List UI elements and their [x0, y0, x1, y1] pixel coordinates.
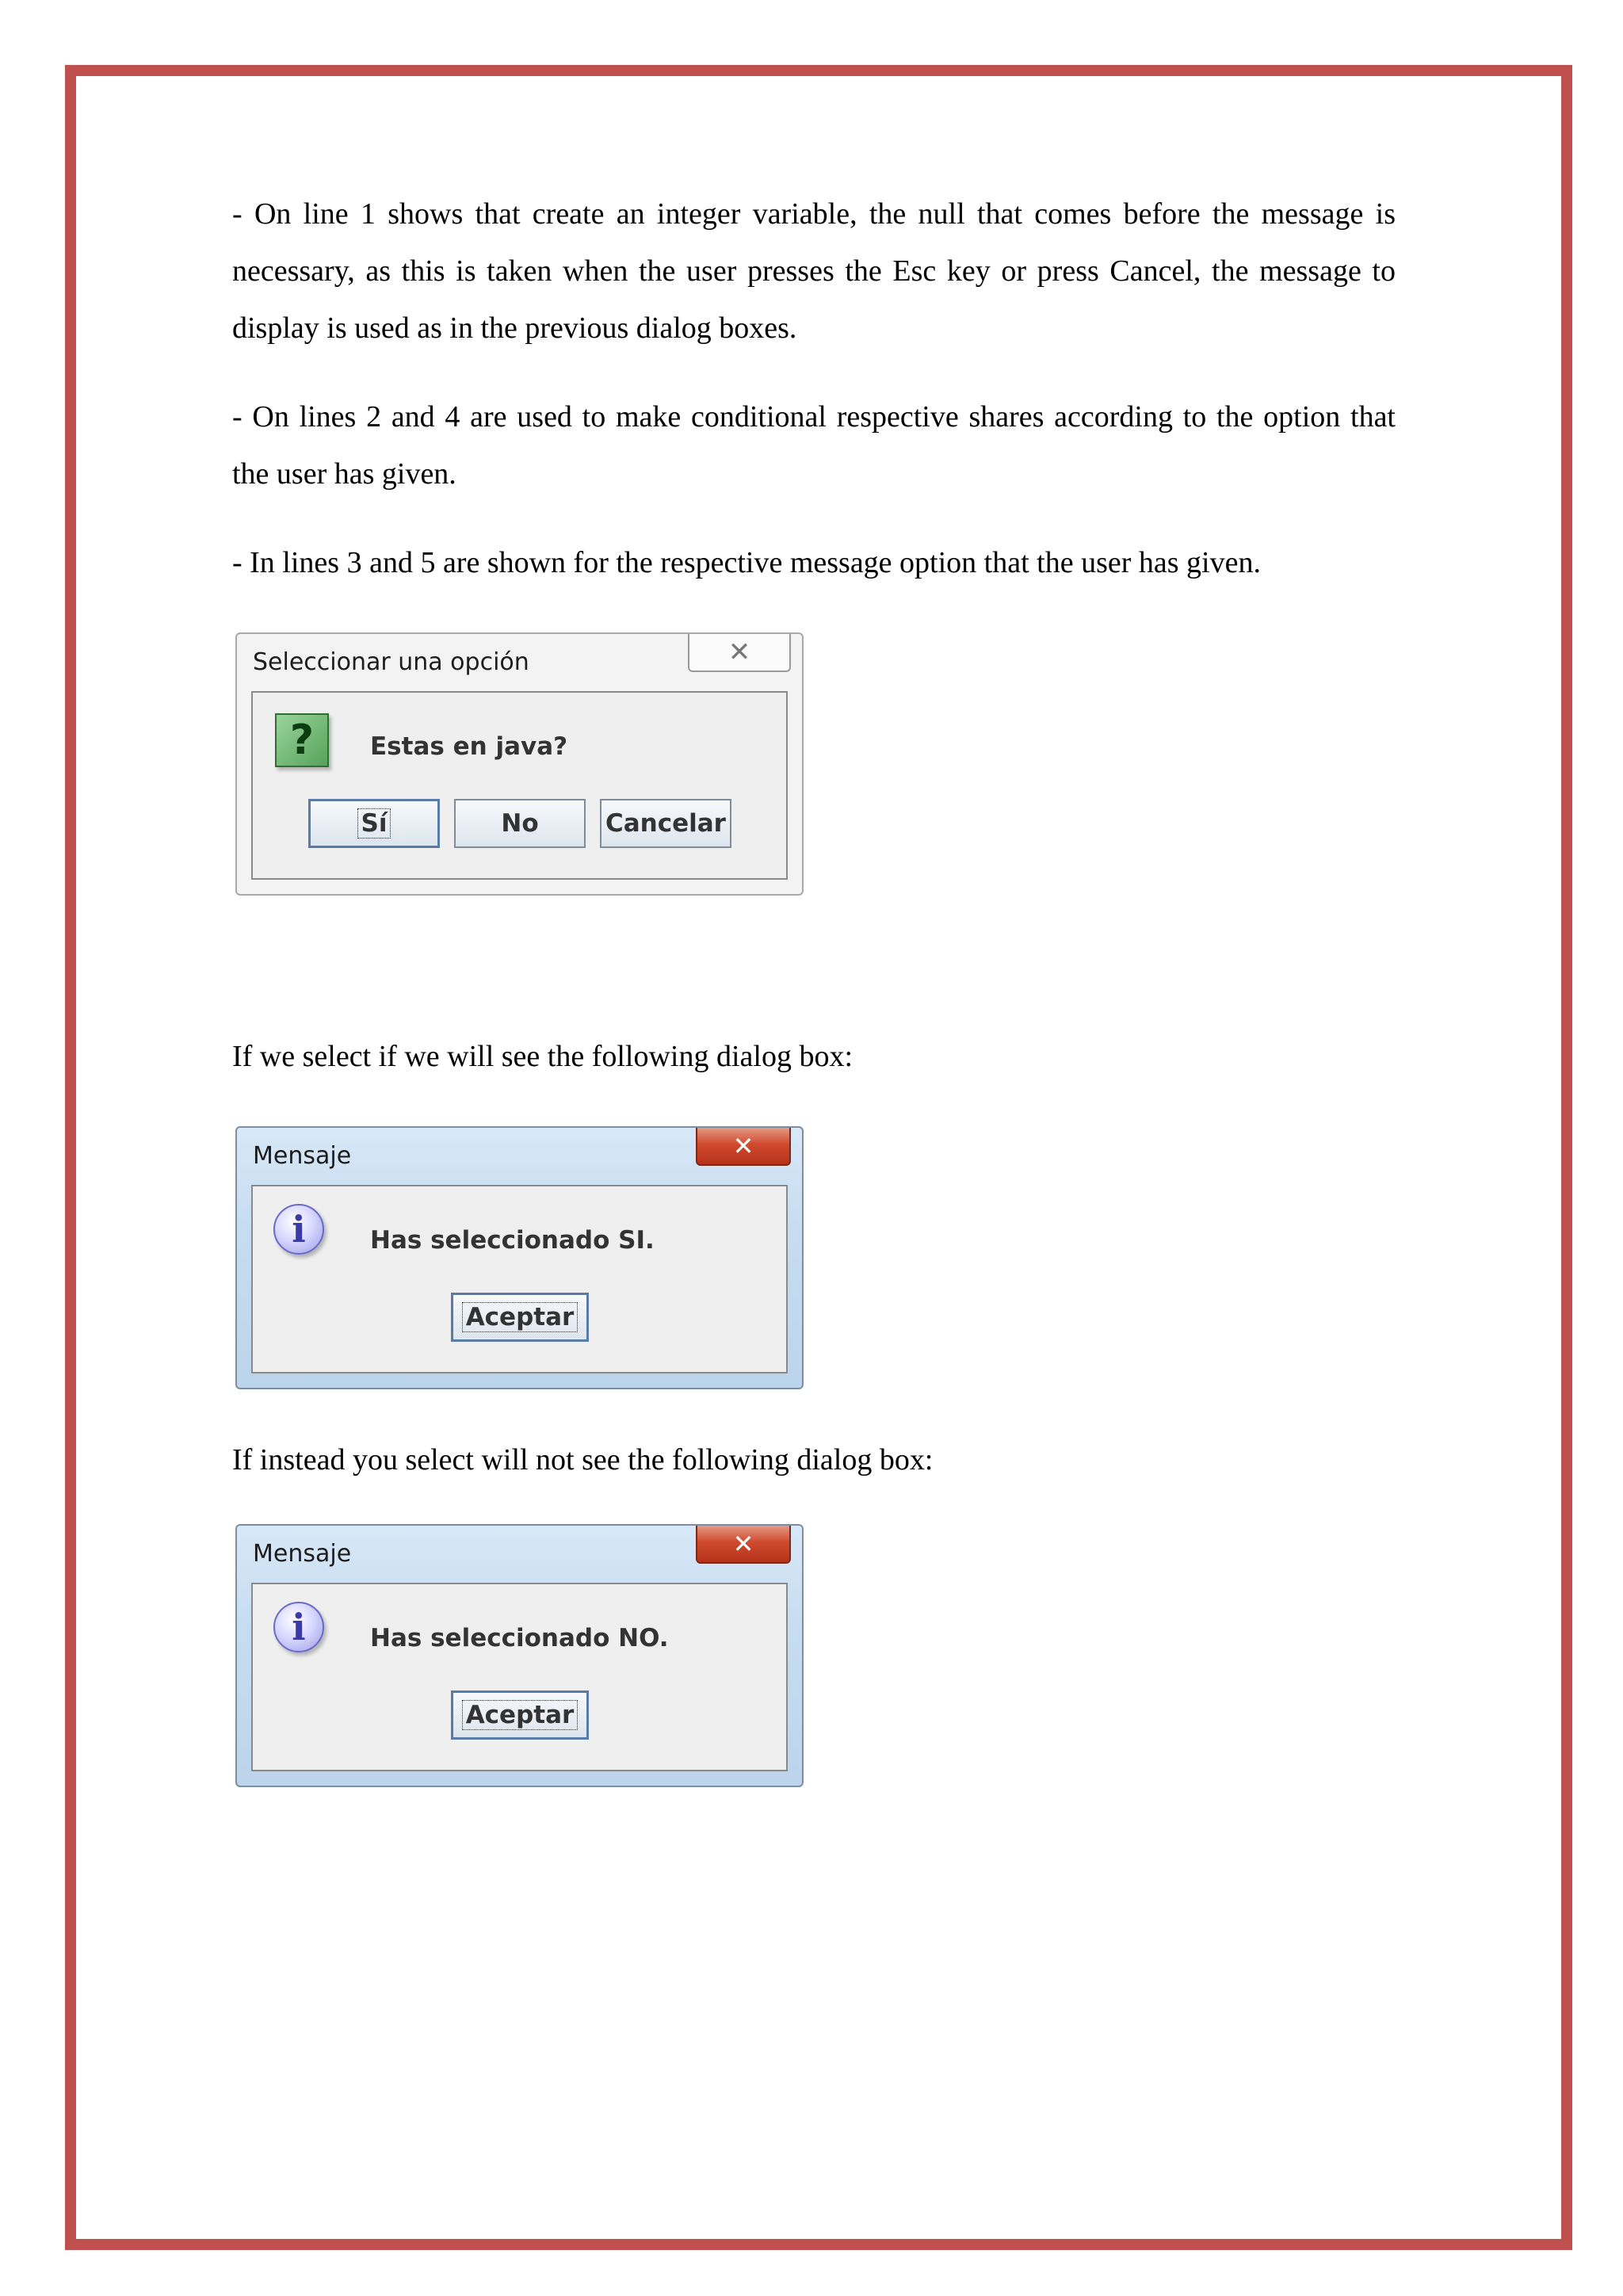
yes-button[interactable]: Sí — [308, 799, 440, 848]
dialog-title: Seleccionar una opción — [253, 648, 529, 676]
info-icon: i — [273, 1204, 324, 1255]
close-icon: ✕ — [732, 1529, 754, 1559]
dialog-message: Estas en java? — [370, 732, 568, 761]
close-button[interactable] — [696, 1526, 791, 1564]
accept-button[interactable]: Aceptar — [451, 1293, 589, 1342]
close-icon: ✕ — [727, 636, 751, 668]
dialog-content — [251, 1583, 788, 1771]
dialog-content — [251, 691, 788, 880]
paragraph-lines-3-5: - In lines 3 and 5 are shown for the respective message option that the user has given. — [232, 546, 1261, 579]
caption-yes: If we select if we will see the following dialog box: — [232, 1040, 854, 1073]
caption-no: If instead you select will not see the following dialog box: — [232, 1443, 934, 1477]
question-icon: ? — [275, 713, 329, 767]
close-button[interactable] — [688, 634, 791, 672]
confirm-dialog — [235, 632, 804, 896]
paragraph-lines-2-4: - On lines 2 and 4 are used to make conditional respective shares according to the option that the user has given. — [232, 400, 1396, 491]
dialog-title: Mensaje — [253, 1540, 352, 1568]
close-icon: ✕ — [732, 1131, 754, 1161]
dialog-content — [251, 1185, 788, 1373]
dialog-title: Mensaje — [253, 1142, 352, 1170]
accept-button[interactable]: Aceptar — [451, 1690, 589, 1740]
info-icon: i — [273, 1602, 324, 1652]
close-button[interactable] — [696, 1128, 791, 1166]
dialog-message: Has seleccionado SI. — [370, 1226, 655, 1255]
no-button[interactable]: No — [454, 799, 586, 848]
cancel-button[interactable]: Cancelar — [600, 799, 731, 848]
paragraph-line-1: - On line 1 shows that create an integer variable, the null that comes before the message is necessary, as this is taken when the user presses the Esc key or press Cancel, the message to display is used as in the previous dialog boxes. — [232, 197, 1396, 345]
message-dialog-no — [235, 1524, 804, 1787]
dialog-message: Has seleccionado NO. — [370, 1624, 669, 1652]
message-dialog-yes — [235, 1126, 804, 1389]
